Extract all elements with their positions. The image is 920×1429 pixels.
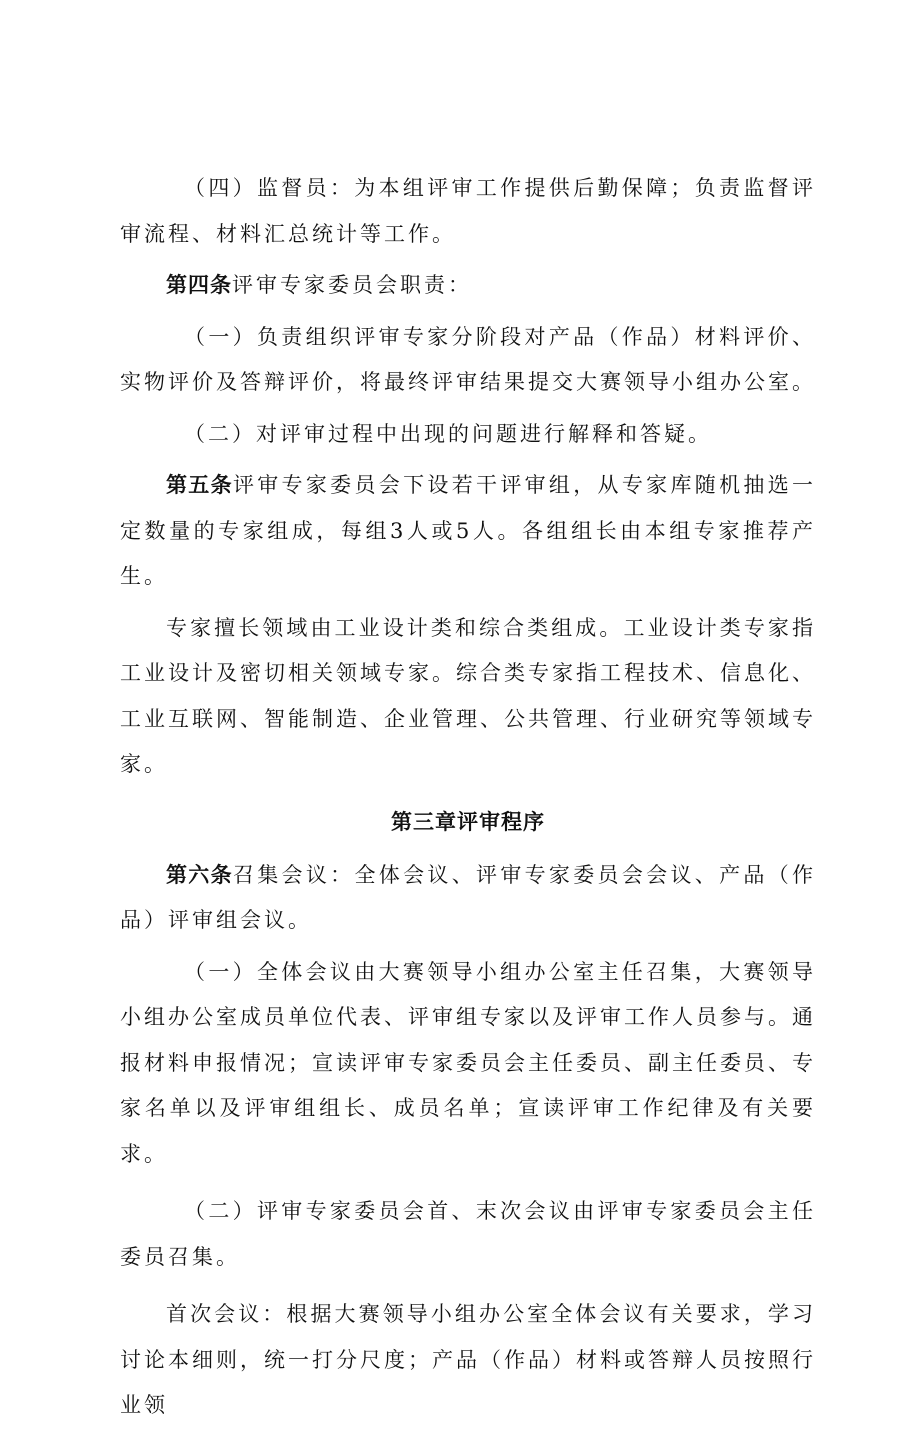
paragraph-duty-2: （二）对评审过程中出现的问题进行解释和答疑。 <box>184 421 712 446</box>
document-body <box>120 166 816 1429</box>
article-6-text: 召集会议：全体会议、评审专家委员会会议、产品（作品）评审组会议。 <box>120 862 817 932</box>
article-5-text: 评审专家委员会下设若干评审组，从专家库随机抽选一定数量的专家组成，每组3人或5人。各组组长由本组专家推荐产生。 <box>120 473 817 588</box>
article-4-text: 评审专家委员会职责： <box>232 273 472 297</box>
article-4-label: 第四条 <box>166 273 232 297</box>
article-6 <box>120 853 816 944</box>
article-5-label: 第五条 <box>166 473 233 497</box>
paragraph-supervisor: （四）监督员：为本组评审工作提供后勤保障；负责监督评审流程、材料汇总统计等工作。 <box>120 176 816 246</box>
article-5 <box>120 463 816 600</box>
paragraph-committee-meetings: （二）评审专家委员会首、末次会议由评审专家委员会主任委员召集。 <box>120 1199 816 1269</box>
article-4 <box>120 263 816 309</box>
paragraph-duty-1: （一）负责组织评审专家分阶段对产品（作品）材料评价、实物评价及答辩评价，将最终评审结果提交大赛领导小组办公室。 <box>120 324 816 394</box>
paragraph-plenary-meeting: （一）全体会议由大赛领导小组办公室主任召集，大赛领导小组办公室成员单位代表、评审组专家以及评审工作人员参与。通报材料申报情况；宣读评审专家委员会主任委员、副主任委员、专家名单以及评审组组长、成员名单；宣读评审工作纪律及有关要求。 <box>120 959 816 1166</box>
paragraph-expert-fields: 专家擅长领域由工业设计类和综合类组成。工业设计类专家指工业设计及密切相关领域专家。综合类专家指工程技术、信息化、工业互联网、智能制造、企业管理、公共管理、行业研究等领域专家。 <box>120 615 816 776</box>
paragraph-first-meeting: 首次会议：根据大赛领导小组办公室全体会议有关要求，学习讨论本细则，统一打分尺度；产品（作品）材料或答辩人员按照行业领 <box>120 1302 816 1417</box>
chapter-3-title: 第三章评审程序 <box>391 809 545 834</box>
article-6-label: 第六条 <box>166 862 233 887</box>
